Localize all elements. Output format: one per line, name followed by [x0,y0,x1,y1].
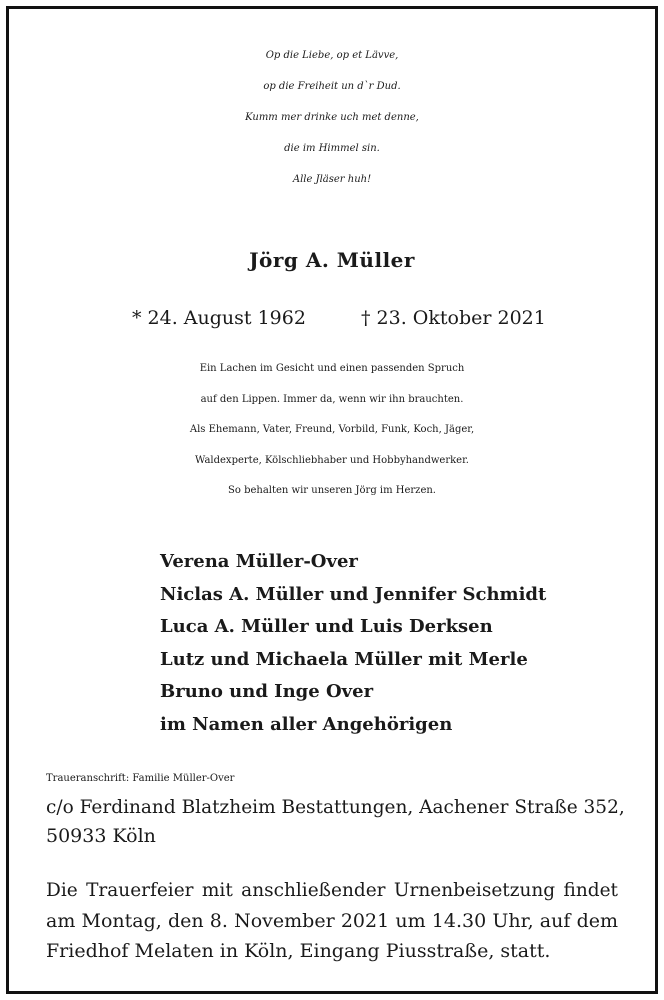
signer: Lutz und Michaela Müller mit Merle [160,648,528,670]
birth-date: * 24. August 1962 [132,307,306,329]
address-line: c/o Ferdinand Blatzheim Bestattungen, Aachener Straße 352, [46,797,625,818]
signer: Luca A. Müller und Luis Derksen [160,616,493,637]
signer: Niclas A. Müller und Jennifer Schmidt [160,583,547,605]
signers-list [160,546,546,741]
poem-line: Kumm mer drinke uch met denne, [245,112,419,123]
death-date: † 23. Oktober 2021 [361,307,546,329]
tribute-text [0,354,664,507]
poem [0,40,664,195]
poem-line: Op die Liebe, op et Lävve, [265,50,399,61]
tribute-line: Als Ehemann, Vater, Freund, Vorbild, Funk, Koch, Jäger, [189,424,475,435]
ceremony-line: am Montag, den 8. November 2021 um 14.30 Uhr, auf dem [46,910,618,932]
ceremony-line: Die Trauerfeier mit anschließender Urnenbeisetzung findet [46,880,618,901]
address-line: Traueranschrift: Familie Müller-Over [46,773,235,784]
tribute-line: Waldexperte, Kölschliebhaber und Hobbyhandwerker. [195,454,469,466]
ceremony-info [46,876,618,966]
poem-line: die im Himmel sin. [284,143,380,154]
signer: im Namen aller Angehörigen [160,713,453,735]
mourning-address [46,764,625,851]
poem-line: Alle Jläser huh! [292,174,372,185]
ceremony-line: Friedhof Melaten in Köln, Eingang Piusstraße, statt. [46,940,551,962]
deceased-name: Jörg A. Müller [249,248,415,272]
tribute-line: Ein Lachen im Gesicht und einen passenden Spruch [199,363,465,374]
tribute-line: So behalten wir unseren Jörg im Herzen. [228,485,436,496]
tribute-line: auf den Lippen. Immer da, wenn wir ihn brauchten. [200,393,464,405]
poem-line: op die Freiheit un d`r Dud. [263,81,401,92]
signer: Bruno und Inge Over [160,681,374,702]
address-line: 50933 Köln [46,825,156,847]
signer: Verena Müller-Over [160,551,358,572]
